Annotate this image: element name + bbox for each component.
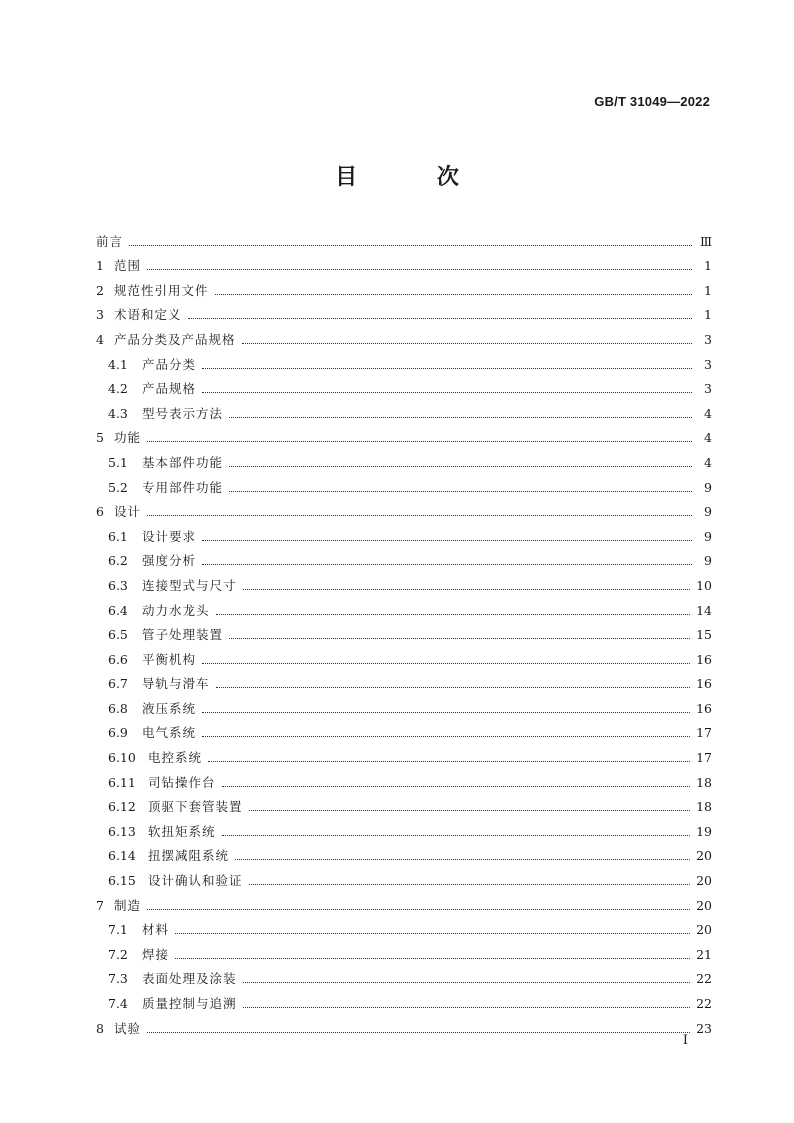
toc-entry-label: 导轨与滑车 bbox=[142, 676, 210, 692]
toc-entry[interactable] bbox=[96, 323, 712, 348]
toc-entry[interactable] bbox=[96, 545, 712, 570]
toc-entry[interactable] bbox=[96, 692, 712, 717]
toc-entry-number: 6.9 bbox=[108, 725, 128, 741]
toc-entry[interactable] bbox=[96, 643, 712, 668]
toc-entry-number: 6.6 bbox=[108, 651, 128, 667]
toc-entry-page: 3 bbox=[704, 356, 712, 372]
toc-entry-number: 6 bbox=[96, 504, 104, 520]
toc-entry[interactable] bbox=[96, 1012, 712, 1037]
toc-entry-page: 1 bbox=[704, 282, 712, 298]
toc-entry-label: 平衡机构 bbox=[142, 651, 197, 667]
toc-entry-number: 7.2 bbox=[108, 946, 128, 962]
toc-entry-page: 4 bbox=[704, 405, 712, 421]
toc-entry-label: 表面处理及涂装 bbox=[142, 971, 237, 987]
toc-entry-page: 16 bbox=[696, 676, 712, 692]
toc-dot-leader bbox=[229, 417, 692, 418]
toc-dot-leader bbox=[216, 614, 691, 615]
toc-entry[interactable] bbox=[96, 446, 712, 471]
toc-entry-number: 4 bbox=[96, 331, 104, 347]
toc-entry-label: 制造 bbox=[114, 897, 142, 913]
toc-entry-label: 功能 bbox=[114, 430, 142, 446]
toc-dot-leader bbox=[147, 909, 690, 910]
toc-entry[interactable] bbox=[96, 569, 712, 594]
toc-entry-label: 型号表示方法 bbox=[142, 405, 224, 421]
toc-entry-label: 材料 bbox=[142, 922, 170, 938]
toc-entry[interactable] bbox=[96, 250, 712, 275]
toc-entry-label: 设计确认和验证 bbox=[148, 873, 243, 889]
toc-entry-number: 6.7 bbox=[108, 676, 128, 692]
toc-entry-label: 基本部件功能 bbox=[142, 454, 224, 470]
toc-entry-label: 产品分类 bbox=[142, 356, 197, 372]
toc-entry-number: 4.3 bbox=[108, 405, 128, 421]
toc-dot-leader bbox=[202, 712, 690, 713]
toc-entry-page: 20 bbox=[696, 848, 712, 864]
toc-dot-leader bbox=[147, 1032, 690, 1033]
toc-dot-leader bbox=[202, 368, 692, 369]
toc-entry-page: 16 bbox=[696, 700, 712, 716]
toc-entry-page: 19 bbox=[696, 823, 712, 839]
toc-entry[interactable] bbox=[96, 668, 712, 693]
toc-entry-number: 6.5 bbox=[108, 627, 128, 643]
toc-entry-label: 前言 bbox=[96, 233, 124, 249]
toc-entry-label: 质量控制与追溯 bbox=[142, 996, 237, 1011]
toc-dot-leader bbox=[222, 786, 691, 787]
toc-entry-label: 设计要求 bbox=[142, 528, 197, 544]
toc-entry-number: 6.1 bbox=[108, 528, 128, 544]
toc-dot-leader bbox=[175, 933, 690, 934]
toc-entry-number: 6.13 bbox=[108, 823, 136, 839]
toc-entry-number: 3 bbox=[96, 307, 104, 323]
toc-entry-page: 22 bbox=[696, 996, 712, 1011]
toc-dot-leader bbox=[147, 269, 692, 270]
toc-entry[interactable] bbox=[96, 373, 712, 398]
toc-entry[interactable] bbox=[96, 864, 712, 889]
toc-entry-number: 7.4 bbox=[108, 996, 128, 1011]
toc-dot-leader bbox=[249, 884, 691, 885]
toc-entry-page: 9 bbox=[704, 479, 712, 495]
toc-entry-label: 连接型式与尺寸 bbox=[142, 577, 237, 593]
toc-entry-label: 液压系统 bbox=[142, 700, 197, 716]
page-number: I bbox=[682, 1033, 688, 1048]
toc-entry-label: 试验 bbox=[114, 1020, 142, 1036]
toc-entry[interactable] bbox=[96, 397, 712, 422]
toc-dot-leader bbox=[249, 810, 691, 811]
table-of-contents bbox=[96, 225, 712, 1037]
toc-entry-page: 21 bbox=[696, 946, 712, 962]
toc-entry-page: 17 bbox=[696, 725, 712, 741]
toc-dot-leader bbox=[235, 859, 690, 860]
toc-entry-label: 电控系统 bbox=[148, 750, 203, 766]
toc-entry-number: 6.15 bbox=[108, 873, 136, 889]
toc-dot-leader bbox=[229, 466, 692, 467]
toc-entry-number: 7.1 bbox=[108, 922, 128, 938]
toc-entry[interactable] bbox=[96, 274, 712, 299]
toc-entry-number: 6.10 bbox=[108, 750, 136, 766]
toc-entry[interactable] bbox=[96, 791, 712, 816]
toc-entry[interactable] bbox=[96, 299, 712, 324]
toc-entry-label: 产品规格 bbox=[142, 381, 197, 397]
toc-entry-page: 3 bbox=[704, 331, 712, 347]
toc-dot-leader bbox=[229, 491, 692, 492]
toc-dot-leader bbox=[202, 564, 692, 565]
toc-entry-page: 22 bbox=[696, 971, 712, 987]
toc-dot-leader bbox=[215, 294, 692, 295]
toc-entry-number: 5.1 bbox=[108, 454, 128, 470]
toc-entry-page: 4 bbox=[704, 430, 712, 446]
toc-dot-leader bbox=[175, 958, 690, 959]
toc-entry[interactable] bbox=[96, 717, 712, 742]
toc-entry[interactable] bbox=[96, 471, 712, 496]
toc-entry-number: 5.2 bbox=[108, 479, 128, 495]
standard-number: GB/T 31049—2022 bbox=[594, 94, 710, 109]
toc-entry-page: 1 bbox=[704, 258, 712, 274]
toc-entry-page: 3 bbox=[704, 381, 712, 397]
toc-entry-page: 9 bbox=[704, 553, 712, 569]
toc-entry-page: 18 bbox=[696, 774, 712, 790]
toc-entry-page: Ⅲ bbox=[699, 233, 712, 249]
toc-dot-leader bbox=[243, 982, 691, 983]
toc-dot-leader bbox=[129, 245, 692, 246]
toc-dot-leader bbox=[222, 835, 691, 836]
toc-entry[interactable] bbox=[96, 520, 712, 545]
toc-entry[interactable] bbox=[96, 422, 712, 447]
toc-entry-page: 1 bbox=[704, 307, 712, 323]
toc-entry-page: 15 bbox=[696, 627, 712, 643]
toc-entry[interactable] bbox=[96, 496, 712, 521]
toc-entry-number: 6.12 bbox=[108, 799, 136, 815]
toc-entry-number: 1 bbox=[96, 258, 104, 274]
toc-dot-leader bbox=[202, 736, 690, 737]
toc-entry[interactable] bbox=[96, 987, 712, 1012]
toc-entry-page: 23 bbox=[696, 1020, 712, 1036]
toc-entry-number: 6.14 bbox=[108, 848, 136, 864]
toc-entry-page: 14 bbox=[696, 602, 712, 618]
toc-entry[interactable] bbox=[96, 889, 712, 914]
toc-entry-number: 6.8 bbox=[108, 700, 128, 716]
toc-entry-page: 9 bbox=[704, 504, 712, 520]
toc-entry[interactable] bbox=[96, 840, 712, 865]
toc-entry-label: 焊接 bbox=[142, 946, 170, 962]
toc-entry[interactable] bbox=[96, 225, 712, 250]
toc-entry-number: 6.2 bbox=[108, 553, 128, 569]
toc-entry[interactable] bbox=[96, 741, 712, 766]
toc-entry-number: 7 bbox=[96, 897, 104, 913]
toc-entry-page: 4 bbox=[704, 454, 712, 470]
toc-entry-number: 6.3 bbox=[108, 577, 128, 593]
toc-entry-number: 2 bbox=[96, 282, 104, 298]
toc-entry-page: 20 bbox=[696, 922, 712, 938]
toc-entry-label: 产品分类及产品规格 bbox=[114, 331, 236, 347]
toc-dot-leader bbox=[208, 761, 690, 762]
toc-entry-page: 10 bbox=[696, 577, 712, 593]
toc-entry-label: 强度分析 bbox=[142, 553, 197, 569]
toc-entry-number: 5 bbox=[96, 430, 104, 446]
toc-dot-leader bbox=[188, 318, 692, 319]
toc-entry-number: 7.3 bbox=[108, 971, 128, 987]
toc-dot-leader bbox=[243, 1007, 691, 1008]
toc-entry-page: 20 bbox=[696, 873, 712, 889]
toc-entry-number: 6.4 bbox=[108, 602, 128, 618]
toc-entry-number: 4.1 bbox=[108, 356, 128, 372]
toc-title: 目 次 bbox=[335, 165, 495, 190]
toc-entry[interactable] bbox=[96, 938, 712, 963]
toc-dot-leader bbox=[147, 441, 692, 442]
toc-entry[interactable] bbox=[96, 766, 712, 791]
toc-entry-page: 18 bbox=[696, 799, 712, 815]
toc-entry-label: 管子处理装置 bbox=[142, 627, 224, 643]
toc-entry[interactable] bbox=[96, 348, 712, 373]
toc-dot-leader bbox=[202, 540, 692, 541]
toc-entry-number: 4.2 bbox=[108, 381, 128, 397]
toc-entry-label: 顶驱下套管装置 bbox=[148, 799, 243, 815]
toc-entry-label: 软扭矩系统 bbox=[148, 823, 216, 839]
toc-dot-leader bbox=[147, 515, 692, 516]
toc-dot-leader bbox=[202, 663, 690, 664]
toc-entry[interactable] bbox=[96, 619, 712, 644]
toc-entry-number: 8 bbox=[96, 1020, 104, 1036]
toc-entry-label: 规范性引用文件 bbox=[114, 282, 209, 298]
toc-entry-page: 20 bbox=[696, 897, 712, 913]
toc-dot-leader bbox=[216, 687, 691, 688]
toc-dot-leader bbox=[242, 343, 692, 344]
toc-dot-leader bbox=[229, 638, 690, 639]
toc-entry-label: 专用部件功能 bbox=[142, 479, 224, 495]
toc-entry[interactable] bbox=[96, 815, 712, 840]
toc-entry-label: 扭摆减阻系统 bbox=[148, 848, 230, 864]
toc-entry-label: 范围 bbox=[114, 258, 142, 274]
toc-entry-label: 动力水龙头 bbox=[142, 602, 210, 618]
toc-entry[interactable] bbox=[96, 914, 712, 939]
toc-entry-label: 司钻操作台 bbox=[148, 774, 216, 790]
toc-entry-page: 9 bbox=[704, 528, 712, 544]
toc-entry[interactable] bbox=[96, 594, 712, 619]
toc-entry[interactable] bbox=[96, 963, 712, 988]
toc-dot-leader bbox=[243, 589, 691, 590]
toc-entry-page: 17 bbox=[696, 750, 712, 766]
toc-entry-number: 6.11 bbox=[108, 774, 136, 790]
toc-entry-label: 术语和定义 bbox=[114, 307, 182, 323]
toc-entry-label: 电气系统 bbox=[142, 725, 197, 741]
toc-dot-leader bbox=[202, 392, 692, 393]
toc-entry-label: 设计 bbox=[114, 504, 142, 520]
toc-entry-page: 16 bbox=[696, 651, 712, 667]
